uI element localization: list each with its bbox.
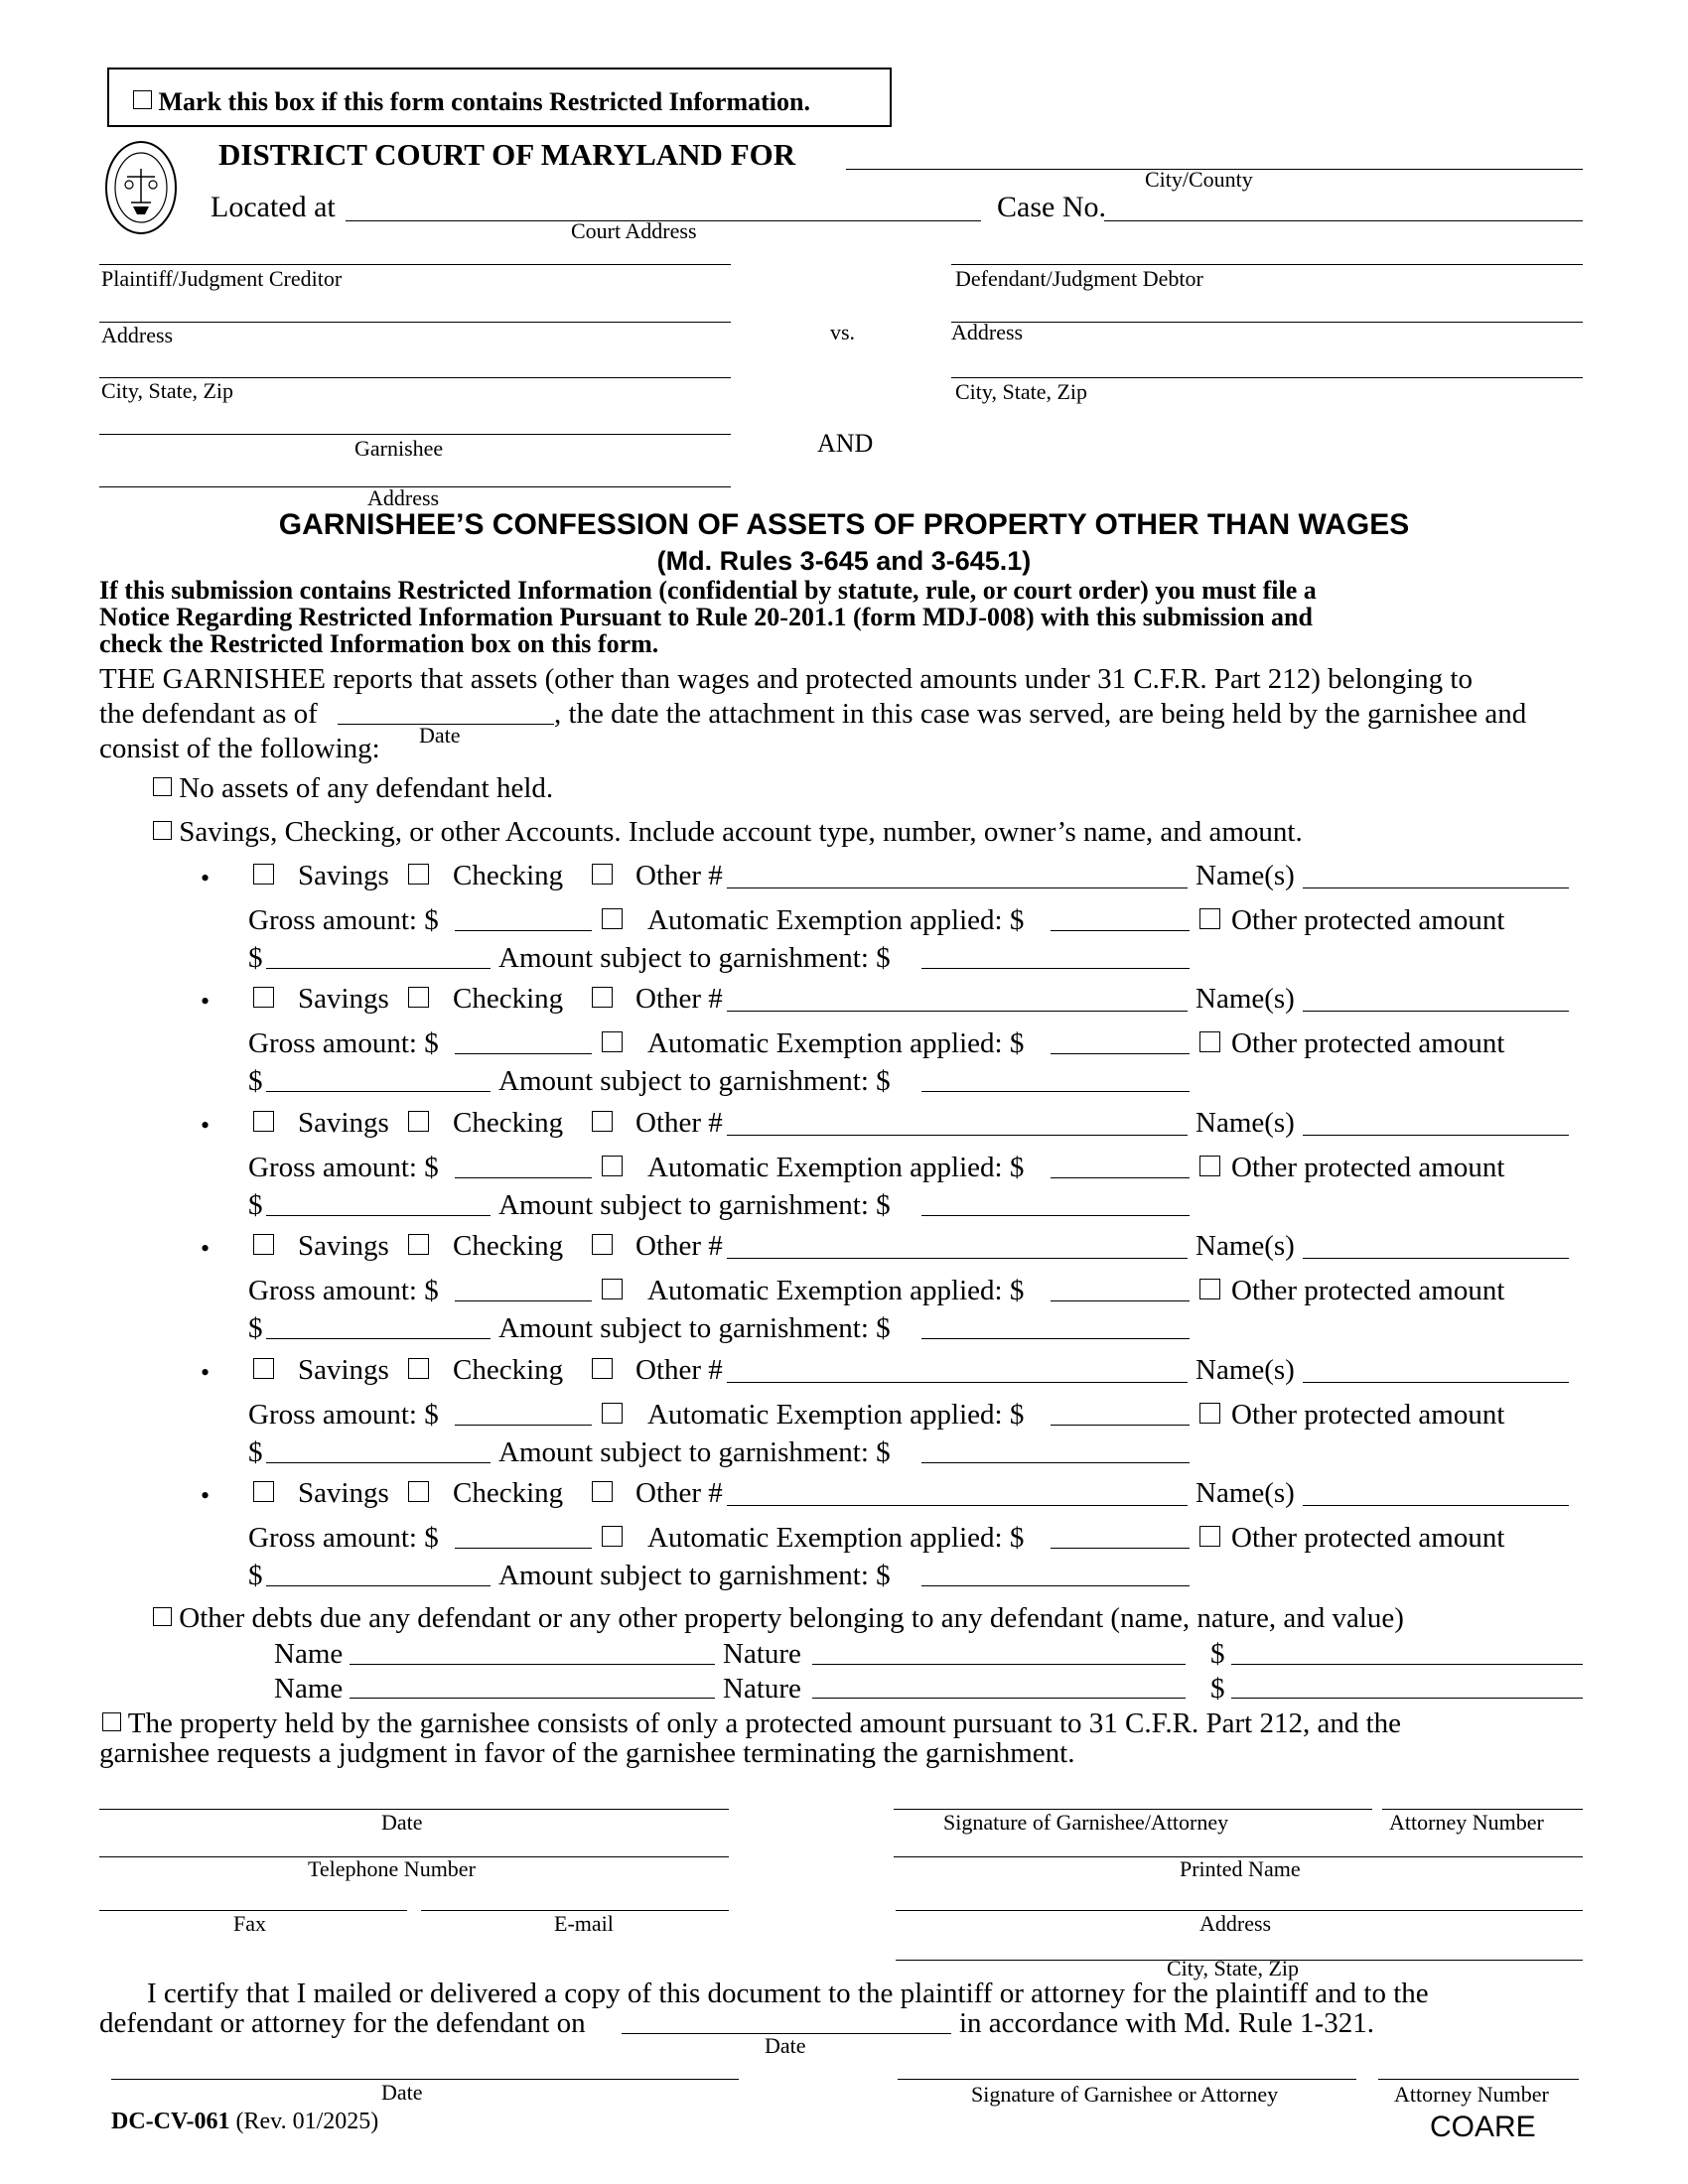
gross-label-4: Gross amount: $: [248, 1275, 439, 1306]
account-number-line-3[interactable]: [727, 1135, 1188, 1136]
email-caption: E-mail: [554, 1911, 614, 1936]
subject-amount-line-1[interactable]: [921, 968, 1190, 969]
protected-dollar-label-5: $: [248, 1436, 263, 1468]
debt-nature-label-2: Nature: [723, 1673, 801, 1705]
certificate-line-2b: in accordance with Md. Rule 1-321.: [959, 2007, 1374, 2039]
court-address-caption: Court Address: [571, 218, 697, 243]
names-line-1[interactable]: [1303, 887, 1569, 888]
protected-checkbox[interactable]: [102, 1712, 121, 1731]
auto-exemption-checkbox-1[interactable]: [602, 908, 623, 929]
account-bullet: •: [201, 1358, 211, 1387]
names-label-6: Name(s): [1196, 1477, 1295, 1509]
subject-label-3: Amount subject to garnishment: $: [498, 1189, 891, 1221]
protected-amount-line-1[interactable]: [266, 968, 491, 969]
checking-label-1: Checking: [453, 860, 564, 891]
fax-caption: Fax: [233, 1911, 266, 1936]
checking-checkbox-3[interactable]: [408, 1111, 429, 1132]
restricted-info-checkbox[interactable]: [133, 90, 152, 109]
protected-dollar-label-3: $: [248, 1189, 263, 1221]
savings-label-2: Savings: [298, 983, 389, 1015]
subject-label-1: Amount subject to garnishment: $: [498, 942, 891, 974]
subject-label-4: Amount subject to garnishment: $: [498, 1312, 891, 1344]
other-protected-checkbox-1[interactable]: [1199, 908, 1220, 929]
names-label-4: Name(s): [1196, 1230, 1295, 1262]
protected-option: [102, 1709, 1401, 1738]
defendant-line[interactable]: [951, 264, 1583, 265]
account-number-line-1[interactable]: [727, 887, 1188, 888]
defendant-address-caption: Address: [951, 320, 1024, 344]
garnishee-line[interactable]: [99, 434, 731, 435]
certificate-line-2a: defendant or attorney for the defendant on: [99, 2007, 586, 2039]
checking-checkbox-1[interactable]: [408, 864, 429, 885]
savings-label-6: Savings: [298, 1477, 389, 1509]
no-assets-option: [153, 774, 553, 803]
report-line-2a: the defendant as of: [99, 698, 318, 730]
service-date-caption: Date: [765, 2033, 806, 2058]
names-line-6[interactable]: [1303, 1505, 1569, 1506]
debt-dollar-label-2: $: [1210, 1673, 1225, 1705]
account-bullet: •: [201, 987, 211, 1016]
names-label-5: Name(s): [1196, 1354, 1295, 1386]
subject-label-5: Amount subject to garnishment: $: [498, 1436, 891, 1468]
subject-amount-line-6[interactable]: [921, 1585, 1190, 1586]
auto-exemption-line-5[interactable]: [1051, 1425, 1190, 1426]
debt-nature-label-1: Nature: [723, 1638, 801, 1670]
other-protected-checkbox-2[interactable]: [1199, 1031, 1220, 1052]
plaintiff-line[interactable]: [99, 264, 731, 265]
other-label-2: Other #: [635, 983, 723, 1015]
other-protected-label-5: Other protected amount: [1231, 1399, 1505, 1431]
debt-name-line-1[interactable]: [350, 1664, 715, 1665]
savings-checkbox-4[interactable]: [253, 1234, 274, 1255]
checking-label-6: Checking: [453, 1477, 564, 1509]
form-code: COARE: [1430, 2111, 1536, 2143]
auto-exemption-line-3[interactable]: [1051, 1177, 1190, 1178]
located-at-label: Located at: [211, 191, 336, 223]
gross-label-5: Gross amount: $: [248, 1399, 439, 1431]
garnishee-signature-caption: Signature of Garnishee/Attorney: [943, 1810, 1229, 1835]
restricted-info-row: [133, 89, 810, 115]
other-checkbox-1[interactable]: [592, 864, 613, 885]
protected-dollar-label-6: $: [248, 1560, 263, 1591]
other-protected-checkbox-5[interactable]: [1199, 1403, 1220, 1424]
vs-label: vs.: [830, 320, 856, 344]
auto-exemption-checkbox-5[interactable]: [602, 1403, 623, 1424]
as-of-date-caption: Date: [419, 723, 461, 748]
auto-exemption-line-2[interactable]: [1051, 1053, 1190, 1054]
no-assets-label: No assets of any defendant held.: [179, 772, 554, 804]
protected-amount-line-3[interactable]: [266, 1215, 491, 1216]
savings-checkbox-3[interactable]: [253, 1111, 274, 1132]
gross-amount-line-4[interactable]: [455, 1300, 592, 1301]
form-title: GARNISHEE’S CONFESSION OF ASSETS OF PROPERTY OTHER THAN WAGES: [278, 508, 1410, 541]
auto-exemption-checkbox-6[interactable]: [602, 1526, 623, 1547]
checking-checkbox-6[interactable]: [408, 1481, 429, 1502]
subject-label-2: Amount subject to garnishment: $: [498, 1065, 891, 1097]
auto-exemption-checkbox-4[interactable]: [602, 1279, 623, 1299]
other-debts-option: [153, 1604, 1404, 1633]
names-label-1: Name(s): [1196, 860, 1295, 891]
sig-date-caption: Date: [381, 1810, 423, 1835]
defendant-city-line[interactable]: [951, 377, 1583, 378]
savings-label-4: Savings: [298, 1230, 389, 1262]
form-id-code: DC-CV-061: [111, 2109, 230, 2134]
names-line-5[interactable]: [1303, 1382, 1569, 1383]
debt-value-line-1[interactable]: [1231, 1664, 1583, 1665]
and-label: AND: [817, 429, 874, 458]
gross-amount-line-1[interactable]: [455, 930, 592, 931]
debt-name-label-1: Name: [274, 1638, 344, 1670]
checking-checkbox-5[interactable]: [408, 1358, 429, 1379]
savings-checkbox-2[interactable]: [253, 987, 274, 1008]
other-protected-label-4: Other protected amount: [1231, 1275, 1505, 1306]
other-protected-label-2: Other protected amount: [1231, 1027, 1505, 1059]
city-county-caption: City/County: [1145, 167, 1253, 192]
other-label-4: Other #: [635, 1230, 723, 1262]
case-no-label: Case No.: [997, 191, 1106, 223]
gross-amount-line-5[interactable]: [455, 1425, 592, 1426]
notice-line-3: check the Restricted Information box on this form.: [99, 629, 659, 658]
account-bullet: •: [201, 864, 211, 892]
cert-signature-line[interactable]: [898, 2079, 1356, 2080]
auto-exemption-line-4[interactable]: [1051, 1300, 1190, 1301]
debt-nature-line-2[interactable]: [812, 1698, 1186, 1699]
other-protected-label-3: Other protected amount: [1231, 1152, 1505, 1183]
account-number-line-5[interactable]: [727, 1382, 1188, 1383]
accounts-checkbox[interactable]: [153, 821, 172, 840]
checking-checkbox-2[interactable]: [408, 987, 429, 1008]
savings-checkbox-6[interactable]: [253, 1481, 274, 1502]
auto-exemption-label-2: Automatic Exemption applied: $: [647, 1027, 1025, 1059]
accounts-label: Savings, Checking, or other Accounts. Include account type, number, owner’s name, and amount.: [179, 816, 1303, 848]
cert-attorney-number-caption: Attorney Number: [1394, 2082, 1549, 2107]
account-number-line-2[interactable]: [727, 1011, 1188, 1012]
debt-value-line-2[interactable]: [1231, 1698, 1583, 1699]
checking-label-2: Checking: [453, 983, 564, 1015]
savings-checkbox-5[interactable]: [253, 1358, 274, 1379]
account-number-line-6[interactable]: [727, 1505, 1188, 1506]
plaintiff-caption: Plaintiff/Judgment Creditor: [101, 266, 343, 291]
no-assets-checkbox[interactable]: [153, 777, 172, 796]
savings-label-1: Savings: [298, 860, 389, 891]
protected-dollar-label-1: $: [248, 942, 263, 974]
auto-exemption-checkbox-2[interactable]: [602, 1031, 623, 1052]
debt-nature-line-1[interactable]: [812, 1664, 1186, 1665]
gross-amount-line-6[interactable]: [455, 1548, 592, 1549]
savings-checkbox-1[interactable]: [253, 864, 274, 885]
gross-label-6: Gross amount: $: [248, 1522, 439, 1554]
accounts-option: [153, 818, 1303, 847]
certificate-line-1: I certify that I mailed or delivered a copy of this document to the plaintiff or attorney for the plaintiff and to the: [147, 1978, 1429, 2009]
debt-dollar-label-1: $: [1210, 1638, 1225, 1670]
plaintiff-address-line[interactable]: [99, 322, 731, 323]
subject-amount-line-3[interactable]: [921, 1215, 1190, 1216]
other-checkbox-5[interactable]: [592, 1358, 613, 1379]
checking-label-3: Checking: [453, 1107, 564, 1139]
attorney-number-caption: Attorney Number: [1389, 1810, 1544, 1835]
other-label-1: Other #: [635, 860, 723, 891]
names-line-3[interactable]: [1303, 1135, 1569, 1136]
other-label-3: Other #: [635, 1107, 723, 1139]
other-checkbox-4[interactable]: [592, 1234, 613, 1255]
telephone-caption: Telephone Number: [308, 1856, 476, 1881]
sig-city-caption: City, State, Zip: [1167, 1956, 1300, 1980]
protected-amount-line-6[interactable]: [266, 1585, 491, 1586]
savings-label-3: Savings: [298, 1107, 389, 1139]
plaintiff-address-caption: Address: [101, 323, 174, 347]
protected-dollar-label-4: $: [248, 1312, 263, 1344]
cert-signature-caption: Signature of Garnishee or Attorney: [971, 2082, 1279, 2107]
sig-address-caption: Address: [1199, 1911, 1272, 1936]
account-bullet: •: [201, 1234, 211, 1263]
checking-label-5: Checking: [453, 1354, 564, 1386]
report-line-3: consist of the following:: [99, 733, 380, 764]
plaintiff-city-caption: City, State, Zip: [101, 378, 234, 403]
checking-label-4: Checking: [453, 1230, 564, 1262]
gross-amount-line-2[interactable]: [455, 1053, 592, 1054]
printed-name-caption: Printed Name: [1180, 1856, 1301, 1881]
cert-date-caption: Date: [381, 2080, 423, 2105]
protected-amount-line-4[interactable]: [266, 1338, 491, 1339]
protected-line-2: garnishee requests a judgment in favor of the garnishee terminating the garnishment.: [99, 1737, 1075, 1769]
other-checkbox-6[interactable]: [592, 1481, 613, 1502]
cert-date-line[interactable]: [111, 2079, 739, 2080]
court-title: DISTRICT COURT OF MARYLAND FOR: [218, 137, 796, 172]
notice-line-2: Notice Regarding Restricted Information Pursuant to Rule 20-201.1 (form MDJ-008) with this submission and: [99, 603, 1313, 631]
garnishee-address-caption: Address: [367, 485, 440, 510]
restricted-info-label: Mark this box if this form contains Restricted Information.: [158, 87, 810, 116]
account-bullet: •: [201, 1481, 211, 1510]
other-protected-label-1: Other protected amount: [1231, 904, 1505, 936]
protected-dollar-label-2: $: [248, 1065, 263, 1097]
report-line-1: THE GARNISHEE reports that assets (other than wages and protected amounts under 31 C.F.R. Part 212) belonging to: [99, 663, 1473, 695]
other-debts-checkbox[interactable]: [153, 1607, 172, 1626]
subject-amount-line-5[interactable]: [921, 1462, 1190, 1463]
debt-name-label-2: Name: [274, 1673, 344, 1705]
auto-exemption-label-3: Automatic Exemption applied: $: [647, 1152, 1025, 1183]
report-line-2b: , the date the attachment in this case was served, are being held by the garnishee and: [554, 698, 1527, 730]
names-line-4[interactable]: [1303, 1258, 1569, 1259]
other-protected-label-6: Other protected amount: [1231, 1522, 1505, 1554]
auto-exemption-line-6[interactable]: [1051, 1548, 1190, 1549]
auto-exemption-checkbox-3[interactable]: [602, 1156, 623, 1176]
other-protected-checkbox-6[interactable]: [1199, 1526, 1220, 1547]
form-revision: (Rev. 01/2025): [235, 2109, 379, 2134]
gross-amount-line-3[interactable]: [455, 1177, 592, 1178]
other-protected-checkbox-4[interactable]: [1199, 1279, 1220, 1299]
case-no-line[interactable]: [1104, 220, 1583, 221]
names-line-2[interactable]: [1303, 1011, 1569, 1012]
gross-label-1: Gross amount: $: [248, 904, 439, 936]
gross-label-3: Gross amount: $: [248, 1152, 439, 1183]
auto-exemption-line-1[interactable]: [1051, 930, 1190, 931]
names-label-3: Name(s): [1196, 1107, 1295, 1139]
auto-exemption-label-4: Automatic Exemption applied: $: [647, 1275, 1025, 1306]
subject-amount-line-4[interactable]: [921, 1338, 1190, 1339]
gross-label-2: Gross amount: $: [248, 1027, 439, 1059]
auto-exemption-label-5: Automatic Exemption applied: $: [647, 1399, 1025, 1431]
names-label-2: Name(s): [1196, 983, 1295, 1015]
garnishee-caption: Garnishee: [354, 436, 444, 461]
protected-line-1: The property held by the garnishee consists of only a protected amount pursuant to 31 C.F.R. Part 212, and the: [127, 1707, 1402, 1739]
protected-amount-line-2[interactable]: [266, 1091, 491, 1092]
account-number-line-4[interactable]: [727, 1258, 1188, 1259]
other-checkbox-3[interactable]: [592, 1111, 613, 1132]
subject-amount-line-2[interactable]: [921, 1091, 1190, 1092]
savings-label-5: Savings: [298, 1354, 389, 1386]
account-bullet: •: [201, 1111, 211, 1140]
other-protected-checkbox-3[interactable]: [1199, 1156, 1220, 1176]
defendant-address-line[interactable]: [951, 322, 1583, 323]
auto-exemption-label-1: Automatic Exemption applied: $: [647, 904, 1025, 936]
form-id: [111, 2109, 378, 2135]
other-label-5: Other #: [635, 1354, 723, 1386]
court-seal-logo: [103, 139, 179, 236]
form-subtitle: (Md. Rules 3-645 and 3-645.1): [656, 546, 1032, 576]
debt-name-line-2[interactable]: [350, 1698, 715, 1699]
defendant-caption: Defendant/Judgment Debtor: [955, 266, 1203, 291]
subject-label-6: Amount subject to garnishment: $: [498, 1560, 891, 1591]
other-debts-label: Other debts due any defendant or any other property belonging to any defendant (name, nature, and value): [179, 1602, 1404, 1634]
notice-line-1: If this submission contains Restricted Information (confidential by statute, rule, or court order) you must file a: [99, 576, 1317, 605]
protected-amount-line-5[interactable]: [266, 1462, 491, 1463]
checking-checkbox-4[interactable]: [408, 1234, 429, 1255]
other-label-6: Other #: [635, 1477, 723, 1509]
other-checkbox-2[interactable]: [592, 987, 613, 1008]
defendant-city-caption: City, State, Zip: [955, 379, 1088, 404]
cert-attorney-number-line[interactable]: [1378, 2079, 1579, 2080]
auto-exemption-label-6: Automatic Exemption applied: $: [647, 1522, 1025, 1554]
